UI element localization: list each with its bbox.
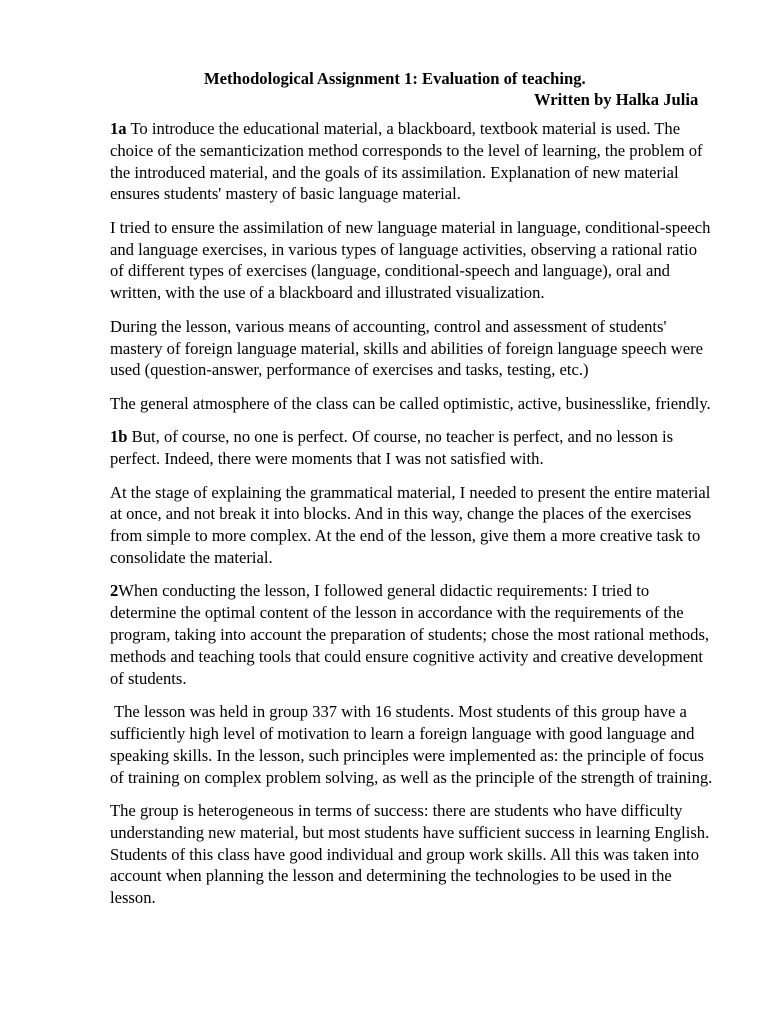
paragraph-text: The lesson was held in group 337 with 16 students. Most students of this group have a sufficiently high level of motivation to learn a foreign language with good language and speaking skills. In the lesson, such principles were implemented as: the principle of focus of training on complex problem solving, as well as the principle of the strength of training. <box>110 702 713 787</box>
paragraph-text: To introduce the educational material, a blackboard, textbook material is used. The choice of the semanticization method corresponds to the level of learning, the problem of the introduced material, and the goals of its assimilation. Explanation of new material ensures students' mastery of basic language material. <box>110 119 703 204</box>
paragraph-text: The group is heterogeneous in terms of success: there are students who have difficulty understanding new material, but most students have sufficient success in learning English. Students of this class have good individual and group work skills. All this was taken into account when planning the lesson and determining the technologies to be used in the lesson. <box>110 801 710 908</box>
paragraph-heterogeneous <box>110 800 714 909</box>
section-marker-1b: 1b <box>110 427 128 447</box>
section-marker-1a: 1a <box>110 119 127 138</box>
paragraph-text: During the lesson, various means of accounting, control and assessment of students' mastery of foreign language material, skills and abilities of foreign language speech were used (question-answer, performance of exercises and tasks, testing, etc.) <box>110 316 704 380</box>
paragraph-text: At the stage of explaining the grammatical material, I needed to present the entire material at once, and not break it into blocks. And in this way, change the places of the exercises from simple to more complex. At the end of the lesson, give them a more creative task to consolidate the material. <box>110 482 711 567</box>
document-body <box>110 118 714 921</box>
paragraph-assimilation <box>110 217 714 304</box>
paragraph-assessment <box>110 316 714 381</box>
paragraph-1b <box>110 426 714 470</box>
paragraph-text: But, of course, no one is perfect. Of course, no teacher is perfect, and no lesson is perfect. Indeed, there were moments that I was not satisfied with. <box>110 427 674 469</box>
paragraph-atmosphere <box>110 393 714 415</box>
document-author: Written by Halka Julia <box>534 90 699 109</box>
document-title: Methodological Assignment 1: Evaluation of teaching. <box>204 69 586 88</box>
paragraph-grammar <box>110 482 714 569</box>
paragraph-text: I tried to ensure the assimilation of new language material in language, conditional-speech and language exercises, in various types of language activities, observing a rational ratio of different types of exercises (language, conditional-speech and language), oral and written, with the use of a blackboard and illustrated visualization. <box>110 217 711 303</box>
section-marker-2: 2 <box>110 581 119 601</box>
paragraph-text: The general atmosphere of the class can be called optimistic, active, businesslike, friendly. <box>110 393 711 413</box>
paragraph-1a <box>110 118 714 205</box>
paragraph-2 <box>110 580 714 689</box>
paragraph-group <box>110 701 714 788</box>
paragraph-text: When conducting the lesson, I followed general didactic requirements: I tried to determine the optimal content of the lesson in accordance with the requirements of the program, taking into account the preparation of students; chose the most rational methods, methods and teaching tools that could ensure cognitive activity and creative development of students. <box>110 581 710 688</box>
